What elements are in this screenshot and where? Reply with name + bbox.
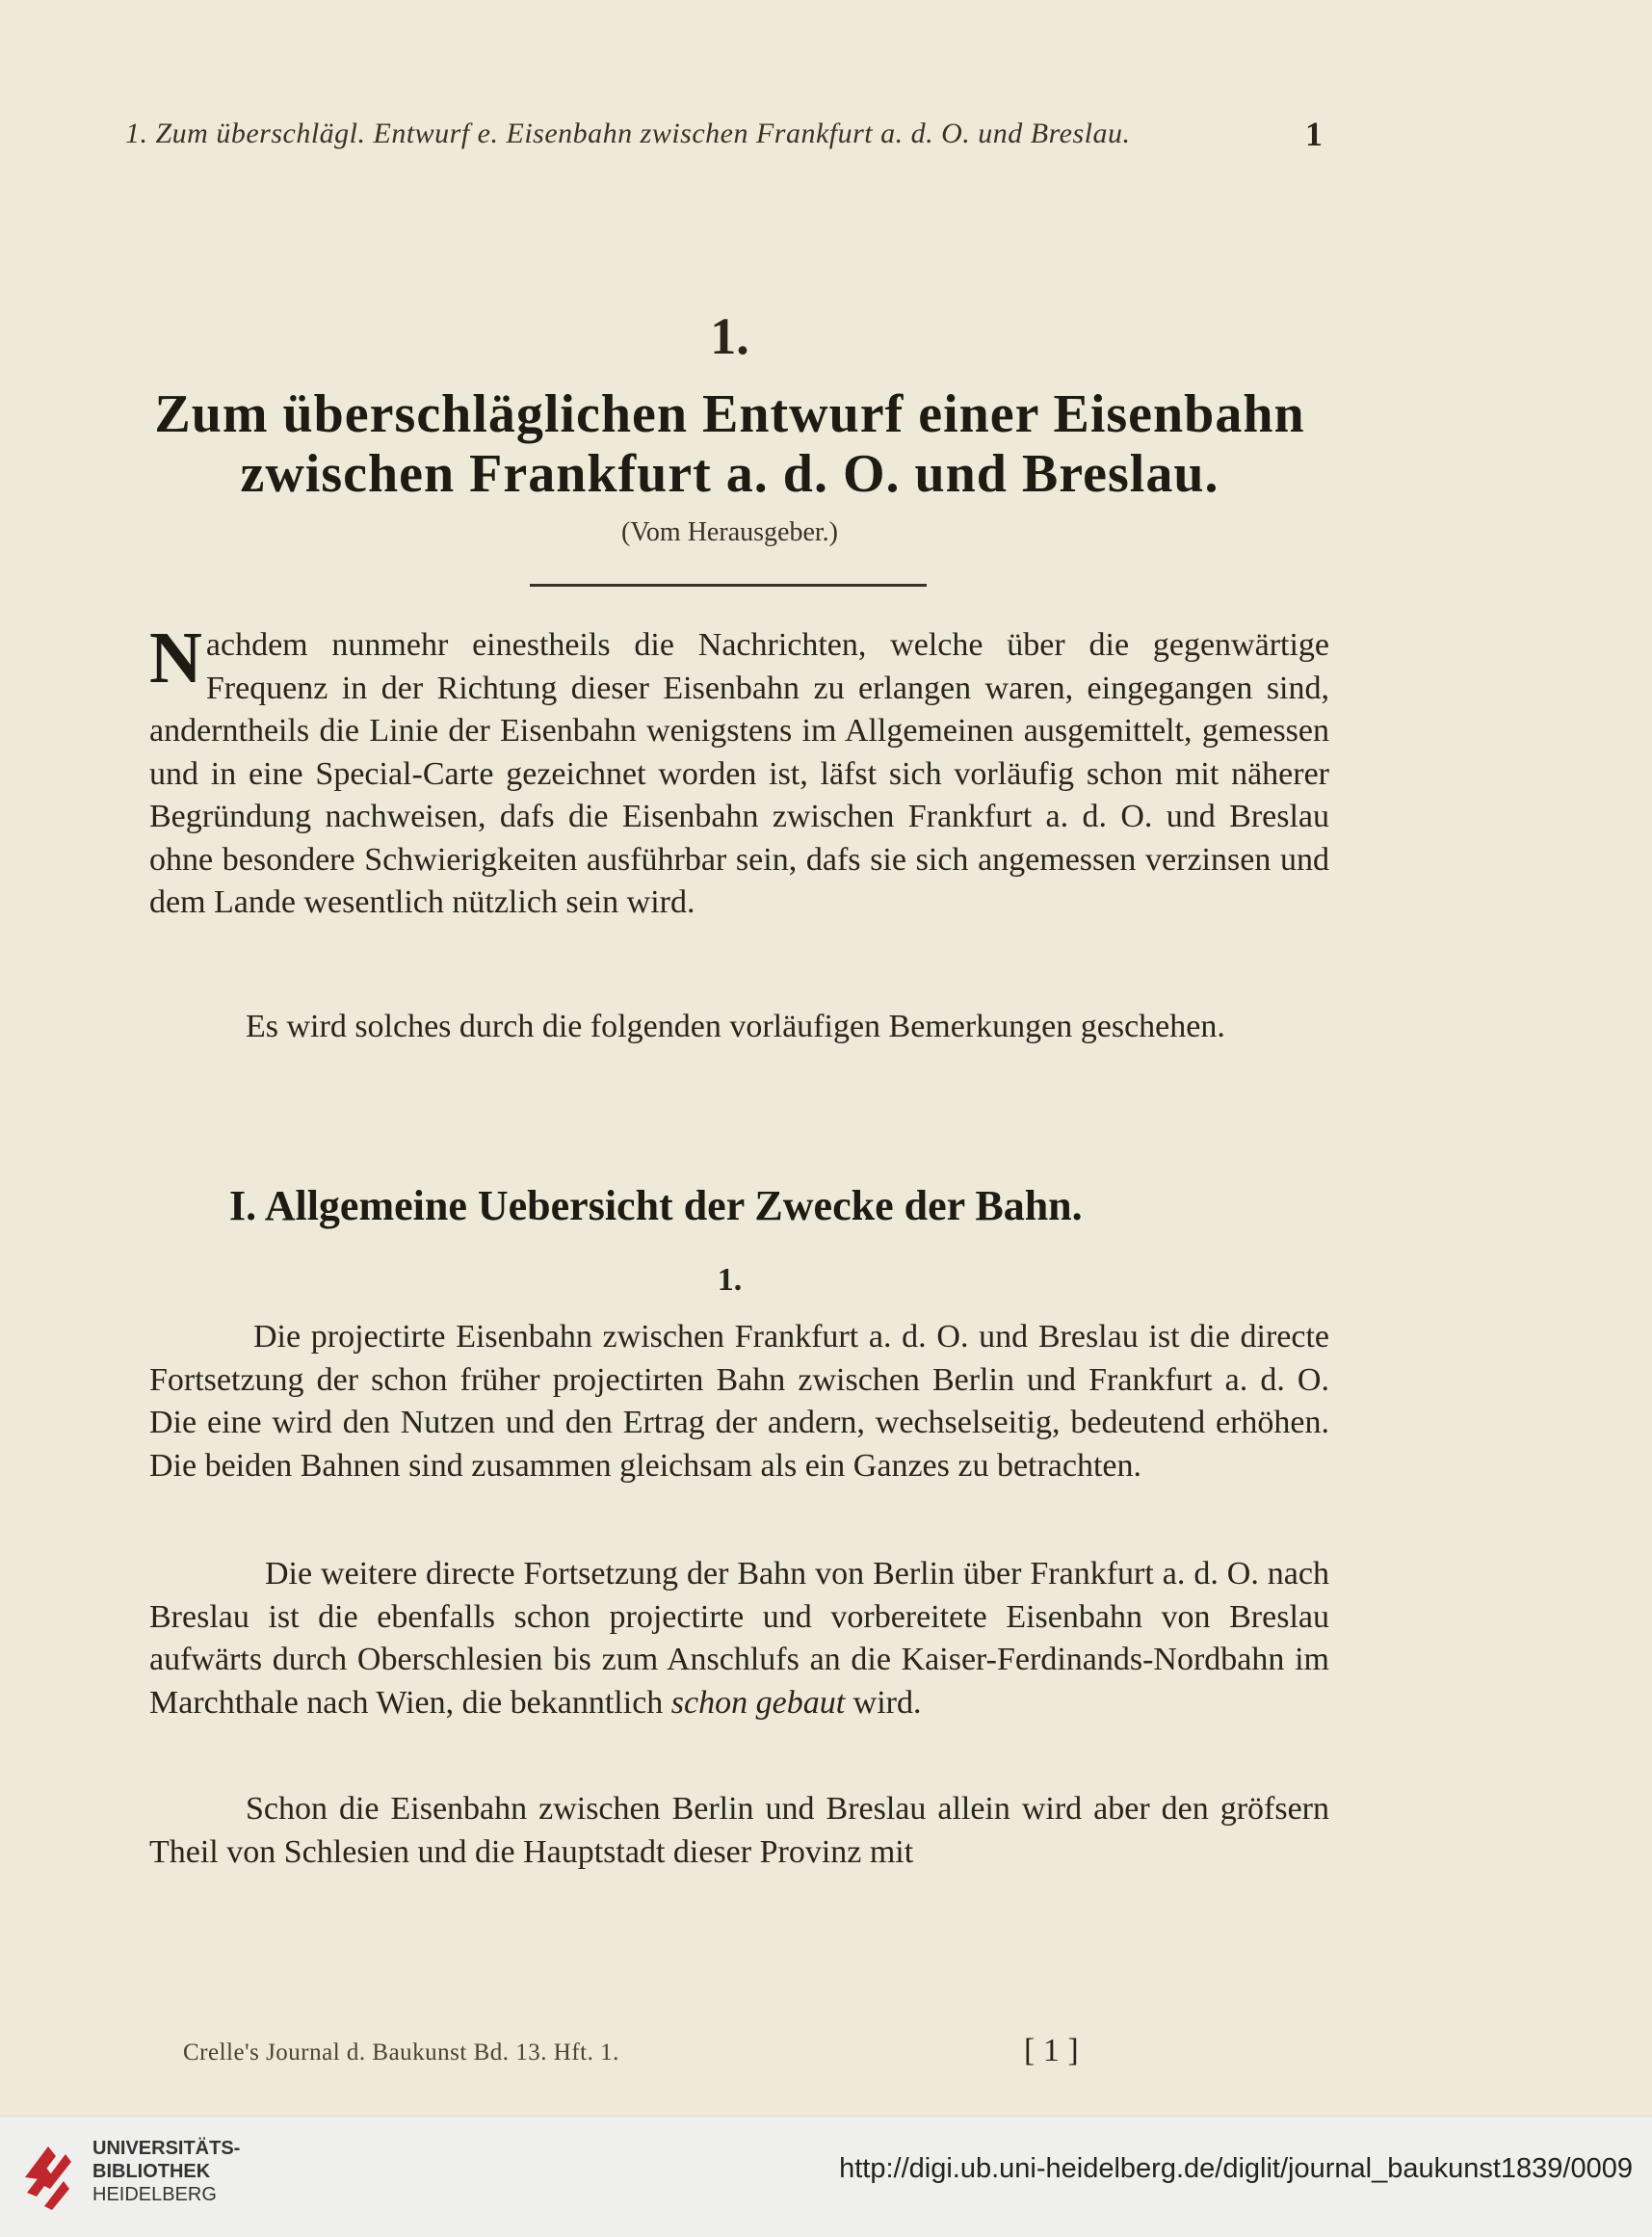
page-number: 1 bbox=[1305, 115, 1323, 153]
byline: (Vom Herausgeber.) bbox=[621, 517, 838, 547]
library-name-line-2: BIBLIOTHEK bbox=[92, 2161, 211, 2182]
drop-cap: N bbox=[149, 618, 202, 698]
paragraph-4-emphasis: schon gebaut bbox=[670, 1684, 846, 1721]
library-name[interactable] bbox=[92, 2137, 240, 2206]
paragraph-4-tail: wird. bbox=[852, 1684, 922, 1721]
section-heading: I. Allgemeine Uebersicht der Zwecke der Bahn. bbox=[229, 1182, 1083, 1229]
paragraph-intro bbox=[149, 618, 1329, 925]
library-name-line-1: UNIVERSITÄTS- bbox=[92, 2138, 241, 2159]
sheet-signature: [ 1 ] bbox=[1024, 2033, 1079, 2068]
article-number: 1. bbox=[710, 307, 749, 365]
library-name-line-3: HEIDELBERG bbox=[92, 2184, 217, 2205]
running-head: 1. Zum überschlägl. Entwurf e. Eisenbahn zwischen Frankfurt a. d. O. und Breslau. bbox=[125, 118, 1131, 149]
paragraph-4 bbox=[149, 1553, 1329, 1724]
title-divider bbox=[530, 584, 927, 587]
library-logo-icon[interactable] bbox=[17, 2135, 79, 2216]
paragraph-4-text: Die weitere directe Fortsetzung der Bahn von Berlin über Frankfurt a. d. O. nach Breslau ist die ebenfalls schon projectirte und vorbereitete Eisenbahn von Breslau aufwärts durch Oberschlesien bis zum Anschlufs an die Kaiser-Ferdinands-Nordbahn im Marchthale nach Wien, die bekanntlich bbox=[149, 1556, 1329, 1721]
paragraph-2: Es wird solches durch die folgenden vorläufigen Bemerkungen geschehen. bbox=[246, 1009, 1225, 1044]
paragraph-3: Die projectirte Eisenbahn zwischen Frankfurt a. d. O. und Breslau ist die directe Fortsetzung der schon früher projectirten Bahn zwischen Berlin und Frankfurt a. d. O. Die eine wird den Nutzen und den Ertrag der andern, wechselseitig, bedeutend erhöhen. Die beiden Bahnen sind zusammen gleichsam als ein Ganzes zu betrachten. bbox=[149, 1319, 1329, 1484]
journal-signature: Crelle's Journal d. Baukunst Bd. 13. Hft. 1. bbox=[183, 2040, 619, 2066]
paragraph-5: Schon die Eisenbahn zwischen Berlin und Breslau allein wird aber den gröfsern Theil von Schlesien und die Hauptstadt dieser Provinz mit bbox=[149, 1791, 1329, 1870]
article-title-line-1: Zum überschläglichen Entwurf einer Eisenbahn bbox=[154, 384, 1305, 444]
article-title-line-2: zwischen Frankfurt a. d. O. und Breslau. bbox=[240, 444, 1219, 504]
paragraph-intro-text: achdem nunmehr einestheils die Nachrichten, welche über die gegenwärtige Frequenz in der Richtung dieser Eisenbahn zu erlangen waren, eingegangen sind, anderntheils die Linie der Eisenbahn wenigstens im Allgemeinen ausgemittelt, gemessen und in eine Special-Carte gezeichnet worden ist, läfst sich vorläufig schon mit näherer Begründung nachweisen, dafs die Eisenbahn zwischen Frankfurt a. d. O. und Breslau ohne besondere Schwierigkeiten ausführbar sein, dafs sie sich angemessen verzinsen und dem Lande wesentlich nützlich sein wird. bbox=[149, 627, 1329, 920]
section-number: 1. bbox=[717, 1262, 743, 1298]
source-url-link[interactable]: http://digi.ub.uni-heidelberg.de/diglit/journal_baukunst1839/0009 bbox=[839, 2153, 1633, 2184]
